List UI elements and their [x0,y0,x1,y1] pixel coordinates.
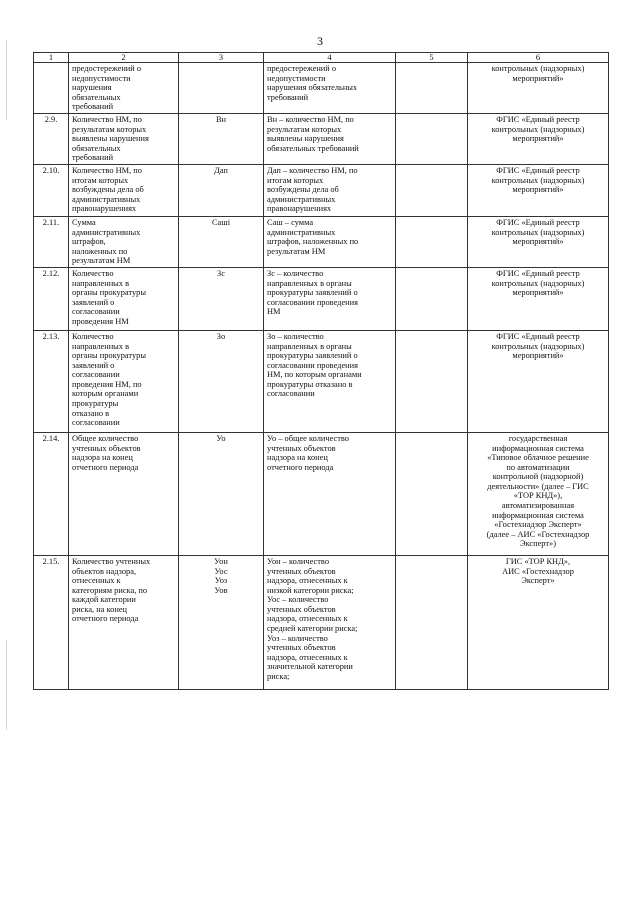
data-source: государственная информационная система «Типовое облачное решение по автоматизации контрольной (надзорной) деятельности» (далее – ГИС «ТОР КНД»), автоматизированная информационная система «Гостехнадзор Эксперт» (далее – АИС «Гостехнадзор Эксперт») [468,432,609,555]
scan-edge-mark [6,640,7,730]
column-header: 6 [468,53,609,63]
indicator-name: Количество учтенных объектов надзора, отнесенных к категориям риска, по каждой категории риска, на конец отчетного периода [69,555,179,689]
indicator-formula: Уон – количество учтенных объектов надзора, отнесенных к низкой категории риска; Уос – количество учтенных объектов надзора, отнесенных к средней категории риска; Уоз – количество учтенных объектов надзора, отнесенных к значительной категории риска; [264,555,396,689]
row-number: 2.13. [34,330,69,432]
empty-cell [396,216,468,267]
data-source: ФГИС «Единый реестр контрольных (надзорных) мероприятий» [468,330,609,432]
table-row [34,555,609,689]
row-number: 2.12. [34,267,69,330]
indicator-name: Количество НМ, по итогам которых возбуждены дела об административных правонарушениях [69,164,179,216]
row-number: 2.9. [34,113,69,164]
indicator-symbol: Уон Уос Уоз Уов [179,555,264,689]
indicator-symbol: Сашi [179,216,264,267]
scan-edge-mark [6,40,7,120]
table-row [34,432,609,555]
indicator-symbol: Зо [179,330,264,432]
indicator-formula: Зс – количество направленных в органы прокуратуры заявлений о согласовании проведения НМ [264,267,396,330]
empty-cell [396,555,468,689]
data-source: ФГИС «Единый реестр контрольных (надзорных) мероприятий» [468,267,609,330]
empty-cell [396,267,468,330]
page-number: 3 [317,34,323,48]
empty-cell [396,164,468,216]
column-header: 5 [396,53,468,63]
row-number: 2.15. [34,555,69,689]
empty-cell [396,432,468,555]
row-number: 2.11. [34,216,69,267]
table-row [34,164,609,216]
data-source: ФГИС «Единый реестр контрольных (надзорных) мероприятий» [468,164,609,216]
table-row [34,330,609,432]
table-header-row [34,53,609,63]
row-number: 2.10. [34,164,69,216]
indicator-name: Количество направленных в органы прокуратуры заявлений о согласовании проведения НМ, по которым органами прокуратуры отказано в согласовании [69,330,179,432]
table-row [34,267,609,330]
indicator-symbol: Вн [179,113,264,164]
column-header: 4 [264,53,396,63]
data-source: ФГИС «Единый реестр контрольных (надзорных) мероприятий» [468,113,609,164]
indicator-name: Общее количество учтенных объектов надзора на конец отчетного периода [69,432,179,555]
empty-cell [396,330,468,432]
indicator-formula: Саш – сумма административных штрафов, наложенных по результатам НМ [264,216,396,267]
table-row [34,216,609,267]
table-row [34,63,609,114]
indicator-name: предостережений о недопустимости нарушения обязательных требований [69,63,179,114]
indicator-formula: Уо – общее количество учтенных объектов надзора на конец отчетного периода [264,432,396,555]
indicator-formula: Дап – количество НМ, по итогам которых возбуждены дела об административных правонарушениях [264,164,396,216]
indicator-symbol: Дап [179,164,264,216]
column-header: 2 [69,53,179,63]
indicator-name: Количество НМ, по результатам которых выявлены нарушения обязательных требований [69,113,179,164]
column-header: 3 [179,53,264,63]
indicator-symbol [179,63,264,114]
empty-cell [396,113,468,164]
row-number: 2.14. [34,432,69,555]
empty-cell [396,63,468,114]
column-header: 1 [34,53,69,63]
indicator-symbol: Уо [179,432,264,555]
data-source: ФГИС «Единый реестр контрольных (надзорных) мероприятий» [468,216,609,267]
indicator-symbol: Зс [179,267,264,330]
indicator-table [33,52,609,690]
indicator-formula: Вн – количество НМ, по результатам которых выявлены нарушения обязательных требований [264,113,396,164]
indicator-name: Количество направленных в органы прокуратуры заявлений о согласовании проведения НМ [69,267,179,330]
indicator-name: Сумма административных штрафов, наложенных по результатам НМ [69,216,179,267]
data-source: ГИС «ТОР КНД», АИС «Гостехнадзор Эксперт» [468,555,609,689]
data-source: контрольных (надзорных) мероприятий» [468,63,609,114]
row-number [34,63,69,114]
indicator-formula: предостережений о недопустимости нарушения обязательных требований [264,63,396,114]
indicator-formula: Зо – количество направленных в органы прокуратуры заявлений о согласовании проведения НМ, по которым органами прокуратуры отказано в согласовании [264,330,396,432]
table-row [34,113,609,164]
